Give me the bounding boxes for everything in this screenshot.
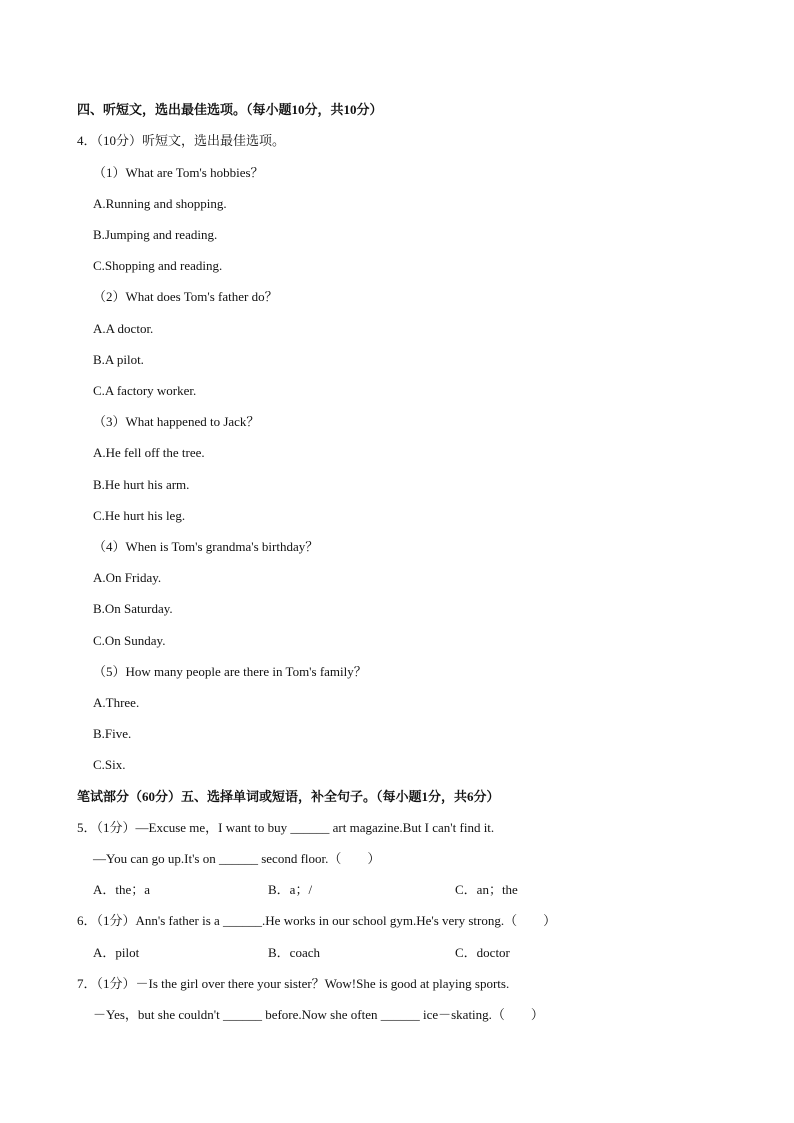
question-5-line1: 5．（1分）—Excuse me，I want to buy ______ art magazine.But I can't find it. [77, 820, 495, 835]
q4-sub4-question: （4）When is Tom's grandma's birthday？ [93, 539, 319, 554]
q4-sub3-option-c: C.He hurt his leg. [93, 508, 186, 523]
q4-sub5-question: （5）How many people are there in Tom's family？ [93, 664, 367, 679]
q4-sub2-question: （2）What does Tom's father do？ [93, 289, 278, 304]
question-7-line2: －Yes，but she couldn't ______ before.Now she often ______ ice－skating.（ ） [93, 1007, 544, 1022]
question-6-line1: 6．（1分）Ann's father is a ______.He works in our school gym.He's very strong.（ ） [77, 913, 557, 928]
q4-sub3-option-b: B.He hurt his arm. [93, 477, 190, 492]
section4-heading: 四、听短文，选出最佳选项。（每小题10分，共10分） [77, 102, 383, 117]
q4-sub4-option-b: B.On Saturday. [93, 601, 173, 616]
q5-option-a: A．the；a [93, 882, 151, 897]
q4-sub2-option-b: B.A pilot. [93, 352, 144, 367]
q4-sub1-option-a: A.Running and shopping. [93, 196, 227, 211]
question-4-stem: 4．（10分）听短文，选出最佳选项。 [77, 133, 286, 148]
q4-sub3-option-a: A.He fell off the tree. [93, 445, 205, 460]
q5-option-c: C．an；the [455, 882, 518, 897]
q4-sub2-option-c: C.A factory worker. [93, 383, 197, 398]
q4-sub5-option-b: B.Five. [93, 726, 132, 741]
q4-sub4-option-c: C.On Sunday. [93, 633, 166, 648]
q5-option-b: B．a；/ [268, 882, 313, 897]
q4-sub2-option-a: A.A doctor. [93, 321, 154, 336]
q4-sub5-option-a: A.Three. [93, 695, 140, 710]
q6-option-a: A．pilot [93, 945, 140, 960]
q4-sub1-option-c: C.Shopping and reading. [93, 258, 223, 273]
q4-sub1-option-b: B.Jumping and reading. [93, 227, 218, 242]
question-7-line1: 7．（1分）－Is the girl over there your sister？Wow!She is good at playing sports. [77, 976, 510, 991]
q4-sub5-option-c: C.Six. [93, 757, 126, 772]
q4-sub3-question: （3）What happened to Jack？ [93, 414, 260, 429]
q4-sub4-option-a: A.On Friday. [93, 570, 162, 585]
q6-option-c: C．doctor [455, 945, 510, 960]
q4-sub1-question: （1）What are Tom's hobbies？ [93, 165, 264, 180]
q6-option-b: B．coach [268, 945, 320, 960]
written-section-heading: 笔试部分（60分）五、选择单词或短语，补全句子。（每小题1分，共6分） [77, 789, 500, 804]
question-5-line2: —You can go up.It's on ______ second floor.（ ） [93, 851, 381, 866]
